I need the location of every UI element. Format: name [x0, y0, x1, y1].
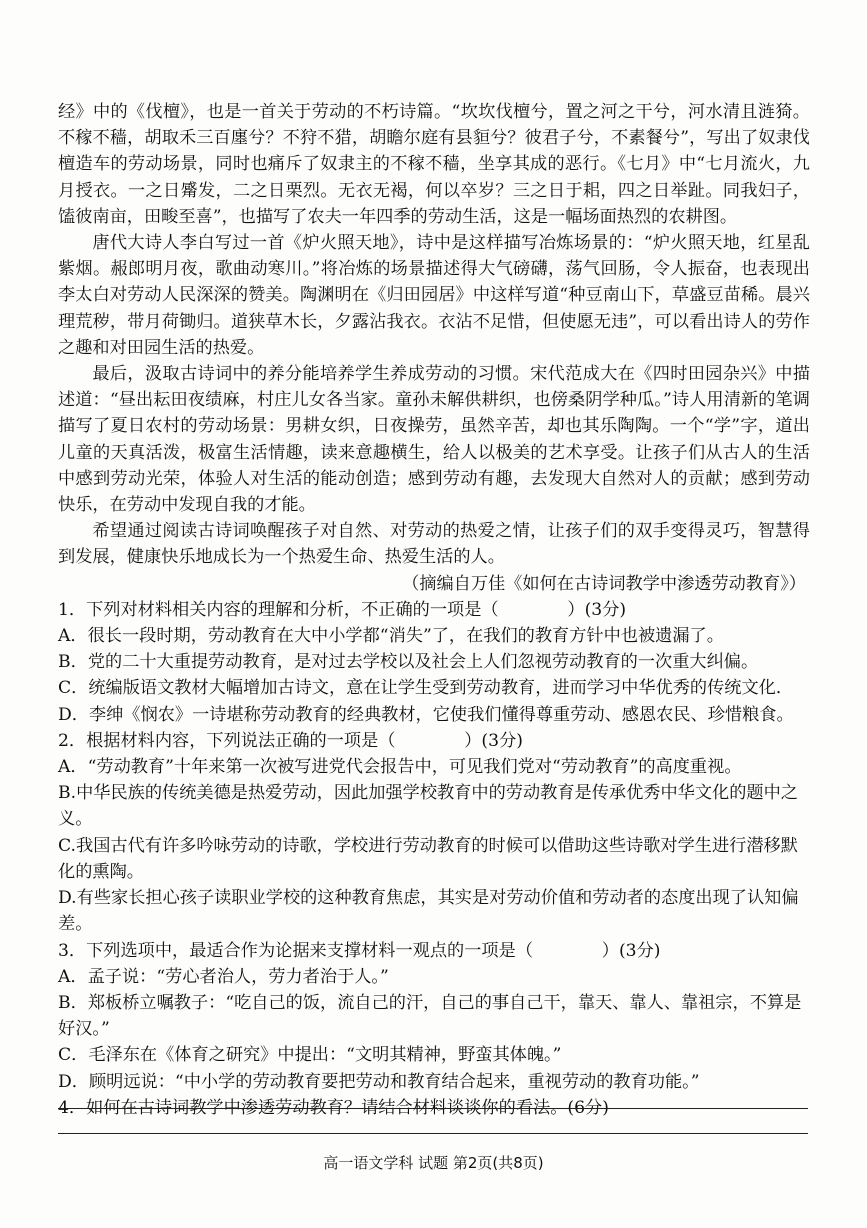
paragraph-conclusion: 希望通过阅读古诗词唤醒孩子对自然、对劳动的热爱之情，让孩子们的双手变得灵巧，智慧得到发展，健康快乐地成长为一个热爱生命、热爱生活的人。 — [58, 521, 810, 568]
question-2: 2．根据材料内容，下列说法正确的一项是（ ）(3分) — [58, 730, 523, 751]
question-3-option-c: C．毛泽东在《体育之研究》中提出：“文明其精神，野蛮其体魄。” — [58, 1045, 562, 1066]
question-2-option-c: C.我国古代有许多吟咏劳动的诗歌，学校进行劳动教育的时候可以借助这些诗歌对学生进行潜移默化的熏陶。 — [58, 835, 798, 882]
answer-line-1 — [58, 1108, 808, 1109]
question-1: 1．下列对材料相关内容的理解和分析，不正确的一项是（ ）(3分) — [58, 599, 627, 620]
question-1-option-c: C．统编版语文教材大幅增加古诗文，意在让学生受到劳动教育，进而学习中华优秀的传统文化． — [58, 678, 794, 699]
paragraph-libai: 唐代大诗人李白写过一首《炉火照天地》，诗中是这样描写冶炼场景的：“炉火照天地，红星乱紫烟。赧郎明月夜，歌曲动寒川。”将冶炼的场景描述得大气磅礴，荡气回肠，令人振奋，也表现出李太白对劳动人民深深的赞美。陶渊明在《归田园居》中这样写道“种豆南山下，草盛豆苗稀。晨兴理荒秽，带月荷锄归。道狭草木长，夕露沾我衣。衣沾不足惜，但使愿无违”，可以看出诗人的劳作之趣和对田园生活的热爱。 — [58, 233, 810, 358]
page-content — [58, 99, 810, 1121]
question-3: 3．下列选项中，最适合作为论据来支撑材料一观点的一项是（ ）(3分) — [58, 940, 661, 961]
question-3-option-b: B．郑板桥立嘱教子：“吃自己的饭，流自己的汗，自己的事自己干，靠天、靠人、靠祖宗，不算是好汉。” — [58, 992, 802, 1040]
question-3-option-d: D．顾明远说：“中小学的劳动教育要把劳动和教育结合起来，重视劳动的教育功能。” — [58, 1071, 700, 1092]
page-footer: 高一语文学科 试题 第2页(共8页) — [323, 1154, 544, 1172]
question-2-option-b: B.中华民族的传统美德是热爱劳动，因此加强学校教育中的劳动教育是传承优秀中华文化的题中之义。 — [58, 783, 798, 830]
question-1-option-a: A．很长一段时期，劳动教育在大中小学都“消失”了，在我们的教育方针中也被遗漏了。 — [58, 626, 724, 647]
source-citation: （摘编自万佳《如何在古诗词教学中渗透劳动教育》） — [402, 573, 806, 594]
paragraph-fanchengda: 最后，汲取古诗词中的养分能培养学生养成劳动的习惯。宋代范成大在《四时田园杂兴》中描述道：“昼出耘田夜绩麻，村庄儿女各当家。童孙未解供耕织，也傍桑阴学种瓜。”诗人用清新的笔调描写了夏日农村的劳动场景：男耕女织，日夜操劳，虽然辛苦，却也其乐陶陶。一个“学”字，道出儿童的天真活泼，极富生活情趣，读来意趣横生，给人以极美的艺术享受。让孩子们从古人的生活中感到劳动光荣，体验人对生活的能动创造；感到劳动有趣，去发现大自然对人的贡献；感到劳动快乐，在劳动中发现自我的才能。 — [58, 364, 810, 516]
question-1-option-b: B．党的二十大重提劳动教育，是对过去学校以及社会上人们忽视劳动教育的一次重大纠偏。 — [58, 652, 759, 673]
question-3-option-a: A．孟子说：“劳心者治人，劳力者治于人。” — [58, 966, 389, 987]
answer-line-2 — [58, 1133, 808, 1134]
question-1-option-d: D．李绅《悯农》一诗堪称劳动教育的经典教材，它使我们懂得尊重劳动、感恩农民、珍惜粮食。 — [58, 704, 794, 725]
question-4: 4．如何在古诗词教学中渗透劳动教育？请结合材料谈谈你的看法。(6分) — [58, 1097, 609, 1118]
question-2-option-d: D.有些家长担心孩子读职业学校的这种教育焦虑，其实是对劳动价值和劳动者的态度出现了认知偏差。 — [58, 888, 799, 935]
paragraph-fatan: 经》中的《伐檀》，也是一首关于劳动的不朽诗篇。“坎坎伐檀兮，置之河之干兮，河水清且涟猗。不稼不穑，胡取禾三百廛兮？不狩不猎，胡瞻尔庭有县貆兮？彼君子兮，不素餐兮”，写出了奴隶伐檀造车的劳动场景，同时也痛斥了奴隶主的不稼不穑，坐享其成的恶行。《七月》中“七月流火，九月授衣。一之日觱发，二之日栗烈。无衣无褐，何以卒岁？三之日于耜，四之日举趾。同我妇子，馌彼南亩，田畯至喜”，也描写了农夫一年四季的劳动生活，这是一幅场面热烈的农耕图。 — [58, 102, 810, 227]
question-2-option-a: A．“劳动教育”十年来第一次被写进党代会报告中，可见我们党对“劳动教育”的高度重视。 — [58, 757, 742, 778]
